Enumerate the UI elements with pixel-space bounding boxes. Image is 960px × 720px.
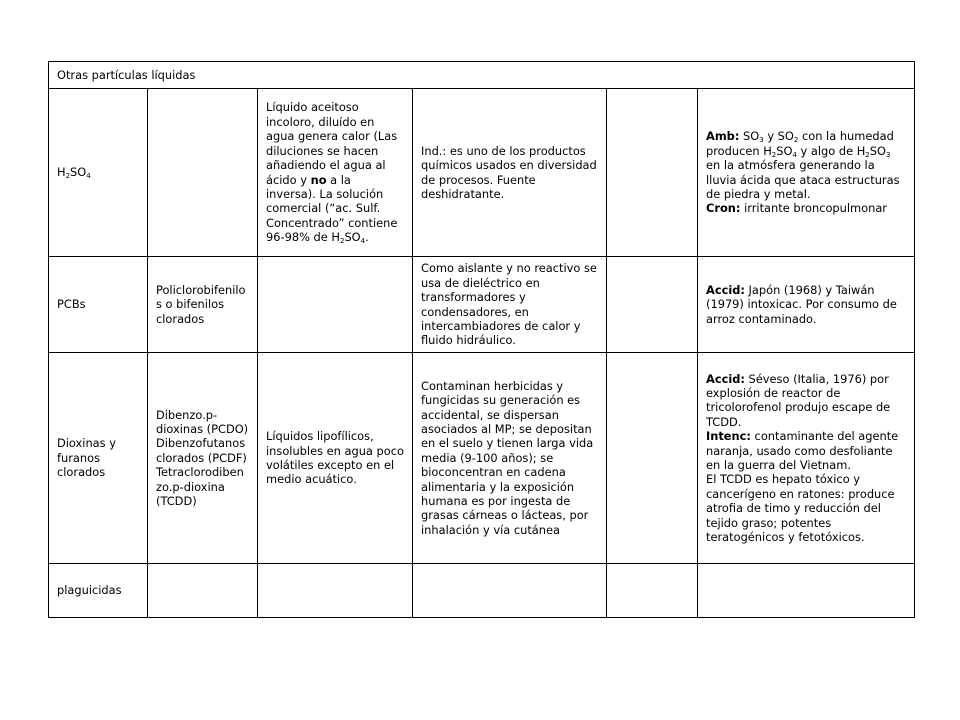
synonyms-cell: Policlorobifenilos o bifenilos clorados [148,257,258,353]
subscript: 2 [65,172,71,181]
subscript: 2 [865,150,870,159]
table-row [49,89,915,257]
substance-name-cell: plaguicidas [49,564,148,618]
effect-text: SO [739,129,760,144]
description-bold: no [310,172,327,187]
uses-cell: Contaminan herbicidas y fungicidas su generación es accidental, se dispersan asociados al MP; se depositan en el suelo y tienen larga vida media (9-100 años); se bioconcentran en cadena alimentaria y la exposición humana es por ingesta de grasas cárneas o lácteas, por inhalación y vía cutánea [413,353,607,564]
empty-cell [607,353,698,564]
empty-cell [258,564,413,618]
substance-name-cell: Dioxinas y furanos clorados [49,353,148,564]
effect-text: contaminante del agente naranja, usado como desfoliante en la guerra del Vietnam. [706,429,899,472]
subscript: 2 [771,150,777,159]
table-row [49,353,915,564]
section-title: Otras partículas líquidas [49,62,915,89]
uses-cell: Ind.: es uno de los productos químicos usados en diversidad de procesos. Fuente deshidratante. [413,89,607,257]
empty-cell [413,564,607,618]
effect-text: irritante broncopulmonar [740,201,887,216]
subscript: 4 [86,172,91,181]
effect-text: Japón (1968) y Taiwán (1979) intoxicac. Por consumo de arroz contaminado. [706,282,897,326]
empty-cell [607,564,698,618]
table-row [49,257,915,353]
uses-cell: Como aislante y no reactivo se usa de dieléctrico en transformadores y condensadores, en intercambiadores de calor y fluido hidráulico. [413,257,607,353]
subscript: 4 [792,150,797,159]
effects-cell [698,353,915,564]
table-row [49,564,915,618]
effect-text: en la atmósfera generando la lluvia ácida que ataca estructuras de piedra y metal. [706,158,900,201]
subscript: 4 [360,237,366,246]
description-text: SO [344,230,361,245]
effect-label-intenc: Intenc: [706,429,751,444]
subscript: 2 [793,136,799,145]
substance-name-cell: PCBs [49,257,148,353]
section-header-row [49,62,915,89]
substance-name-cell [49,89,148,257]
effect-text: SO [776,143,793,158]
effect-text: Séveso (Italia, 1976) por explosión de reactor de tricolorofenol produjo escape de TCDD. [706,371,891,429]
effect-text: El TCDD es hepato tóxico y cancerígeno en ratones: produce atrofia de timo y reducción del tejido graso; potentes teratogénicos y fetotóxicos. [706,472,895,545]
subscript: 3 [885,150,891,159]
effect-label-accid: Accid: [706,282,745,297]
empty-cell [607,89,698,257]
synonyms-cell: Dibenzo.p-dioxinas (PCDO) Dibenzofutanos clorados (PCDF) Tetraclorodibenzo.p-dioxina (TCDD) [148,353,258,564]
effect-label-cron: Cron: [706,201,741,216]
effect-text: y algo de H [796,143,866,158]
effect-text: y SO [763,129,794,144]
empty-cell [148,564,258,618]
subscript: 2 [339,237,345,246]
effects-cell [698,89,915,257]
description-text: a la inversa). La solución comercial (“ac. Sulf. Concentrado” contiene 96-98% de H [266,172,398,245]
description-text: Líquido aceitoso incoloro, diluído en agua genera calor (Las diluciones se hacen añadiendo el agua al ácido y [266,100,398,187]
description-text: . [365,230,369,245]
effects-cell [698,257,915,353]
synonyms-cell [148,89,258,257]
effect-text: con la humedad producen H [706,129,894,158]
subscript: 3 [759,136,764,145]
effect-label-amb: Amb: [706,129,740,144]
empty-cell [607,257,698,353]
description-cell [258,89,413,257]
contaminants-table [48,61,915,618]
description-cell [258,257,413,353]
effect-label-accid: Accid: [706,371,745,386]
effect-text: SO [869,143,886,158]
substance-name: SO [70,165,87,180]
empty-cell [698,564,915,618]
description-cell: Líquidos lipofílicos, insolubles en agua poco volátiles excepto en el medio acuático. [258,353,413,564]
substance-name: H [57,165,66,180]
